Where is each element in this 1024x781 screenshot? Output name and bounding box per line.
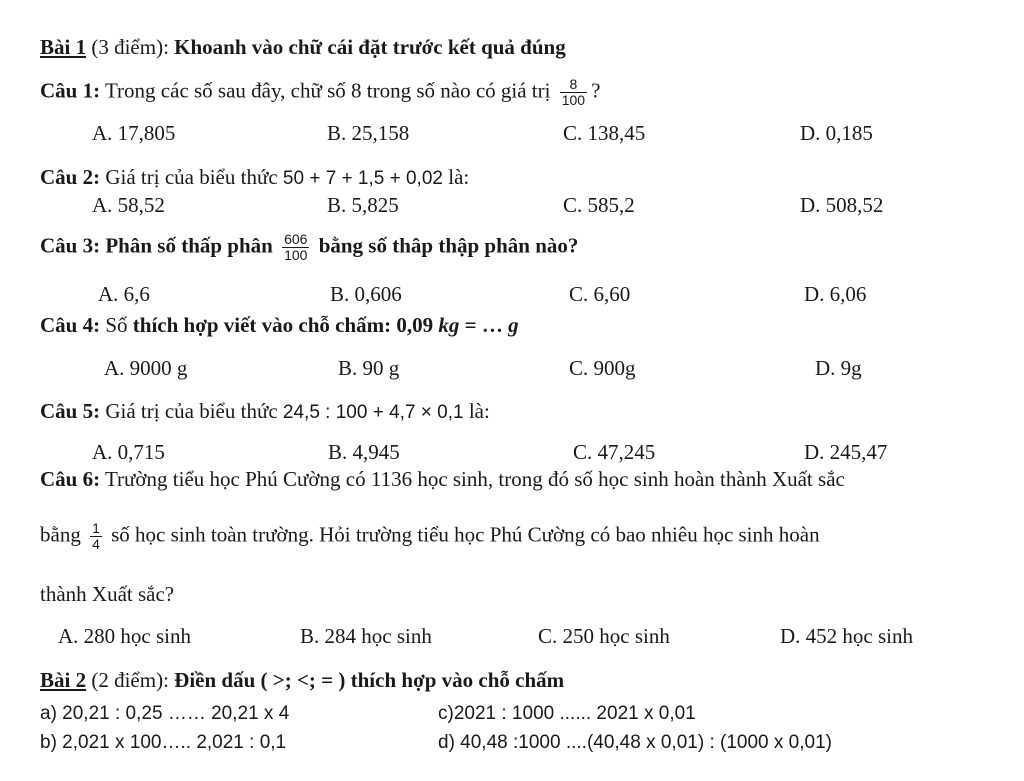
q5-text [40,398,490,426]
bai2-title: Bài 2 [40,668,87,692]
q6-option-b[interactable]: B. 284 học sinh [300,624,432,648]
q6-option-a[interactable]: A. 280 học sinh [58,624,191,648]
q6-line1 [40,466,845,492]
q4-text1: Số [105,313,128,337]
q1-fraction: $\frac{8}{100}$ [561,76,586,108]
bai2-heading [40,667,564,693]
q4-text2: thích hợp viết vào chỗ chấm: 0,09 [132,313,434,337]
q3-tail: bằng số thâp thập phân nào? [318,233,579,258]
q3-fraction: $\frac{606}{100}$ [284,231,308,263]
q5-tail: là: [468,399,490,423]
bai1-instruction: Khoanh vào chữ cái đặt trước kết quả đúng [174,35,566,59]
q2-option-c[interactable]: C. 585,2 [563,193,635,217]
q5-expression: 24,5 : 100 + 4,7 × 0,1 [282,402,464,423]
q4-text [40,312,519,338]
q5-question: Giá trị của biểu thức [105,399,278,423]
q4-option-c[interactable]: C. 900g [569,356,636,380]
q1-option-a[interactable]: A. 17,805 [92,121,176,145]
bai1-title: Bài 1 [40,35,87,59]
q4-label: Câu 4: [40,313,101,337]
q1-label: Câu 1: [40,78,101,103]
q1-question: Trong các số sau đây, chữ số 8 trong số nào có giá trị [104,78,551,103]
q5-option-b[interactable]: B. 4,945 [328,440,400,464]
q6-option-d[interactable]: D. 452 học sinh [780,624,913,648]
q3-text [40,232,578,263]
q5-option-d[interactable]: D. 245,47 [804,440,888,464]
bai2-item-c: c)2021 : 1000 ...... 2021 x 0,01 [438,703,696,724]
q4-option-d[interactable]: D. 9g [815,356,862,380]
q1-option-b[interactable]: B. 25,158 [327,121,410,145]
q3-question: Phân số thấp phân [105,233,273,258]
q5-label: Câu 5: [40,399,101,423]
q6-line2 [40,521,820,552]
q3-option-b[interactable]: B. 0,606 [330,282,402,306]
q3-option-d[interactable]: D. 6,06 [804,282,867,306]
bai2-points: (2 điểm): [86,668,175,692]
q4-mid: = … [464,313,509,337]
bai1-points: (3 điểm): [86,35,175,59]
q5-option-c[interactable]: C. 47,245 [573,440,656,464]
q3-label: Câu 3: [40,233,101,258]
q6-line2-pre: bằng [40,522,81,547]
q6-line2-post: số học sinh toàn trường. Hỏi trường tiểu học Phú Cường có bao nhiêu học sinh hoàn [111,522,820,547]
q2-option-b[interactable]: B. 5,825 [327,193,399,217]
q1-option-c[interactable]: C. 138,45 [563,121,646,145]
q1-text [40,77,600,108]
q1-option-d[interactable]: D. 0,185 [800,121,873,145]
q2-text [40,164,469,192]
q4-unit-g: g [508,313,519,337]
q6-label: Câu 6: [40,467,101,491]
q2-label: Câu 2: [40,165,101,189]
q2-expression: 50 + 7 + 1,5 + 0,02 [282,168,443,189]
bai2-item-d: d) 40,48 :1000 ....(40,48 x 0,01) : (1000 x 0,01) [438,732,832,753]
q6-line1-text: Trường tiểu học Phú Cường có 1136 học sinh, trong đó số học sinh hoàn thành Xuất sắc [104,467,845,491]
q2-question: Giá trị của biểu thức [105,165,278,189]
q3-option-c[interactable]: C. 6,60 [569,282,631,306]
bai2-item-a: a) 20,21 : 0,25 …… 20,21 x 4 [40,703,290,724]
q4-option-a[interactable]: A. 9000 g [104,356,188,380]
q2-option-d[interactable]: D. 508,52 [800,193,884,217]
q4-unit-kg: kg [438,313,460,337]
q5-option-a[interactable]: A. 0,715 [92,440,165,464]
q6-option-c[interactable]: C. 250 học sinh [538,624,670,648]
bai2-item-b: b) 2,021 x 100….. 2,021 : 0,1 [40,732,287,753]
bai1-heading [40,34,566,60]
q2-option-a[interactable]: A. 58,52 [92,193,165,217]
q6-fraction: $\frac{1}{4}$ [92,520,100,552]
bai2-instruction: Điền dấu ( >; <; = ) thích hợp vào chỗ chấm [174,668,565,692]
q6-line3: thành Xuất sắc? [40,582,175,606]
q4-option-b[interactable]: B. 90 g [338,356,400,380]
q1-tail: ? [591,78,601,103]
q2-tail: là: [448,165,470,189]
q3-option-a[interactable]: A. 6,6 [98,282,150,306]
